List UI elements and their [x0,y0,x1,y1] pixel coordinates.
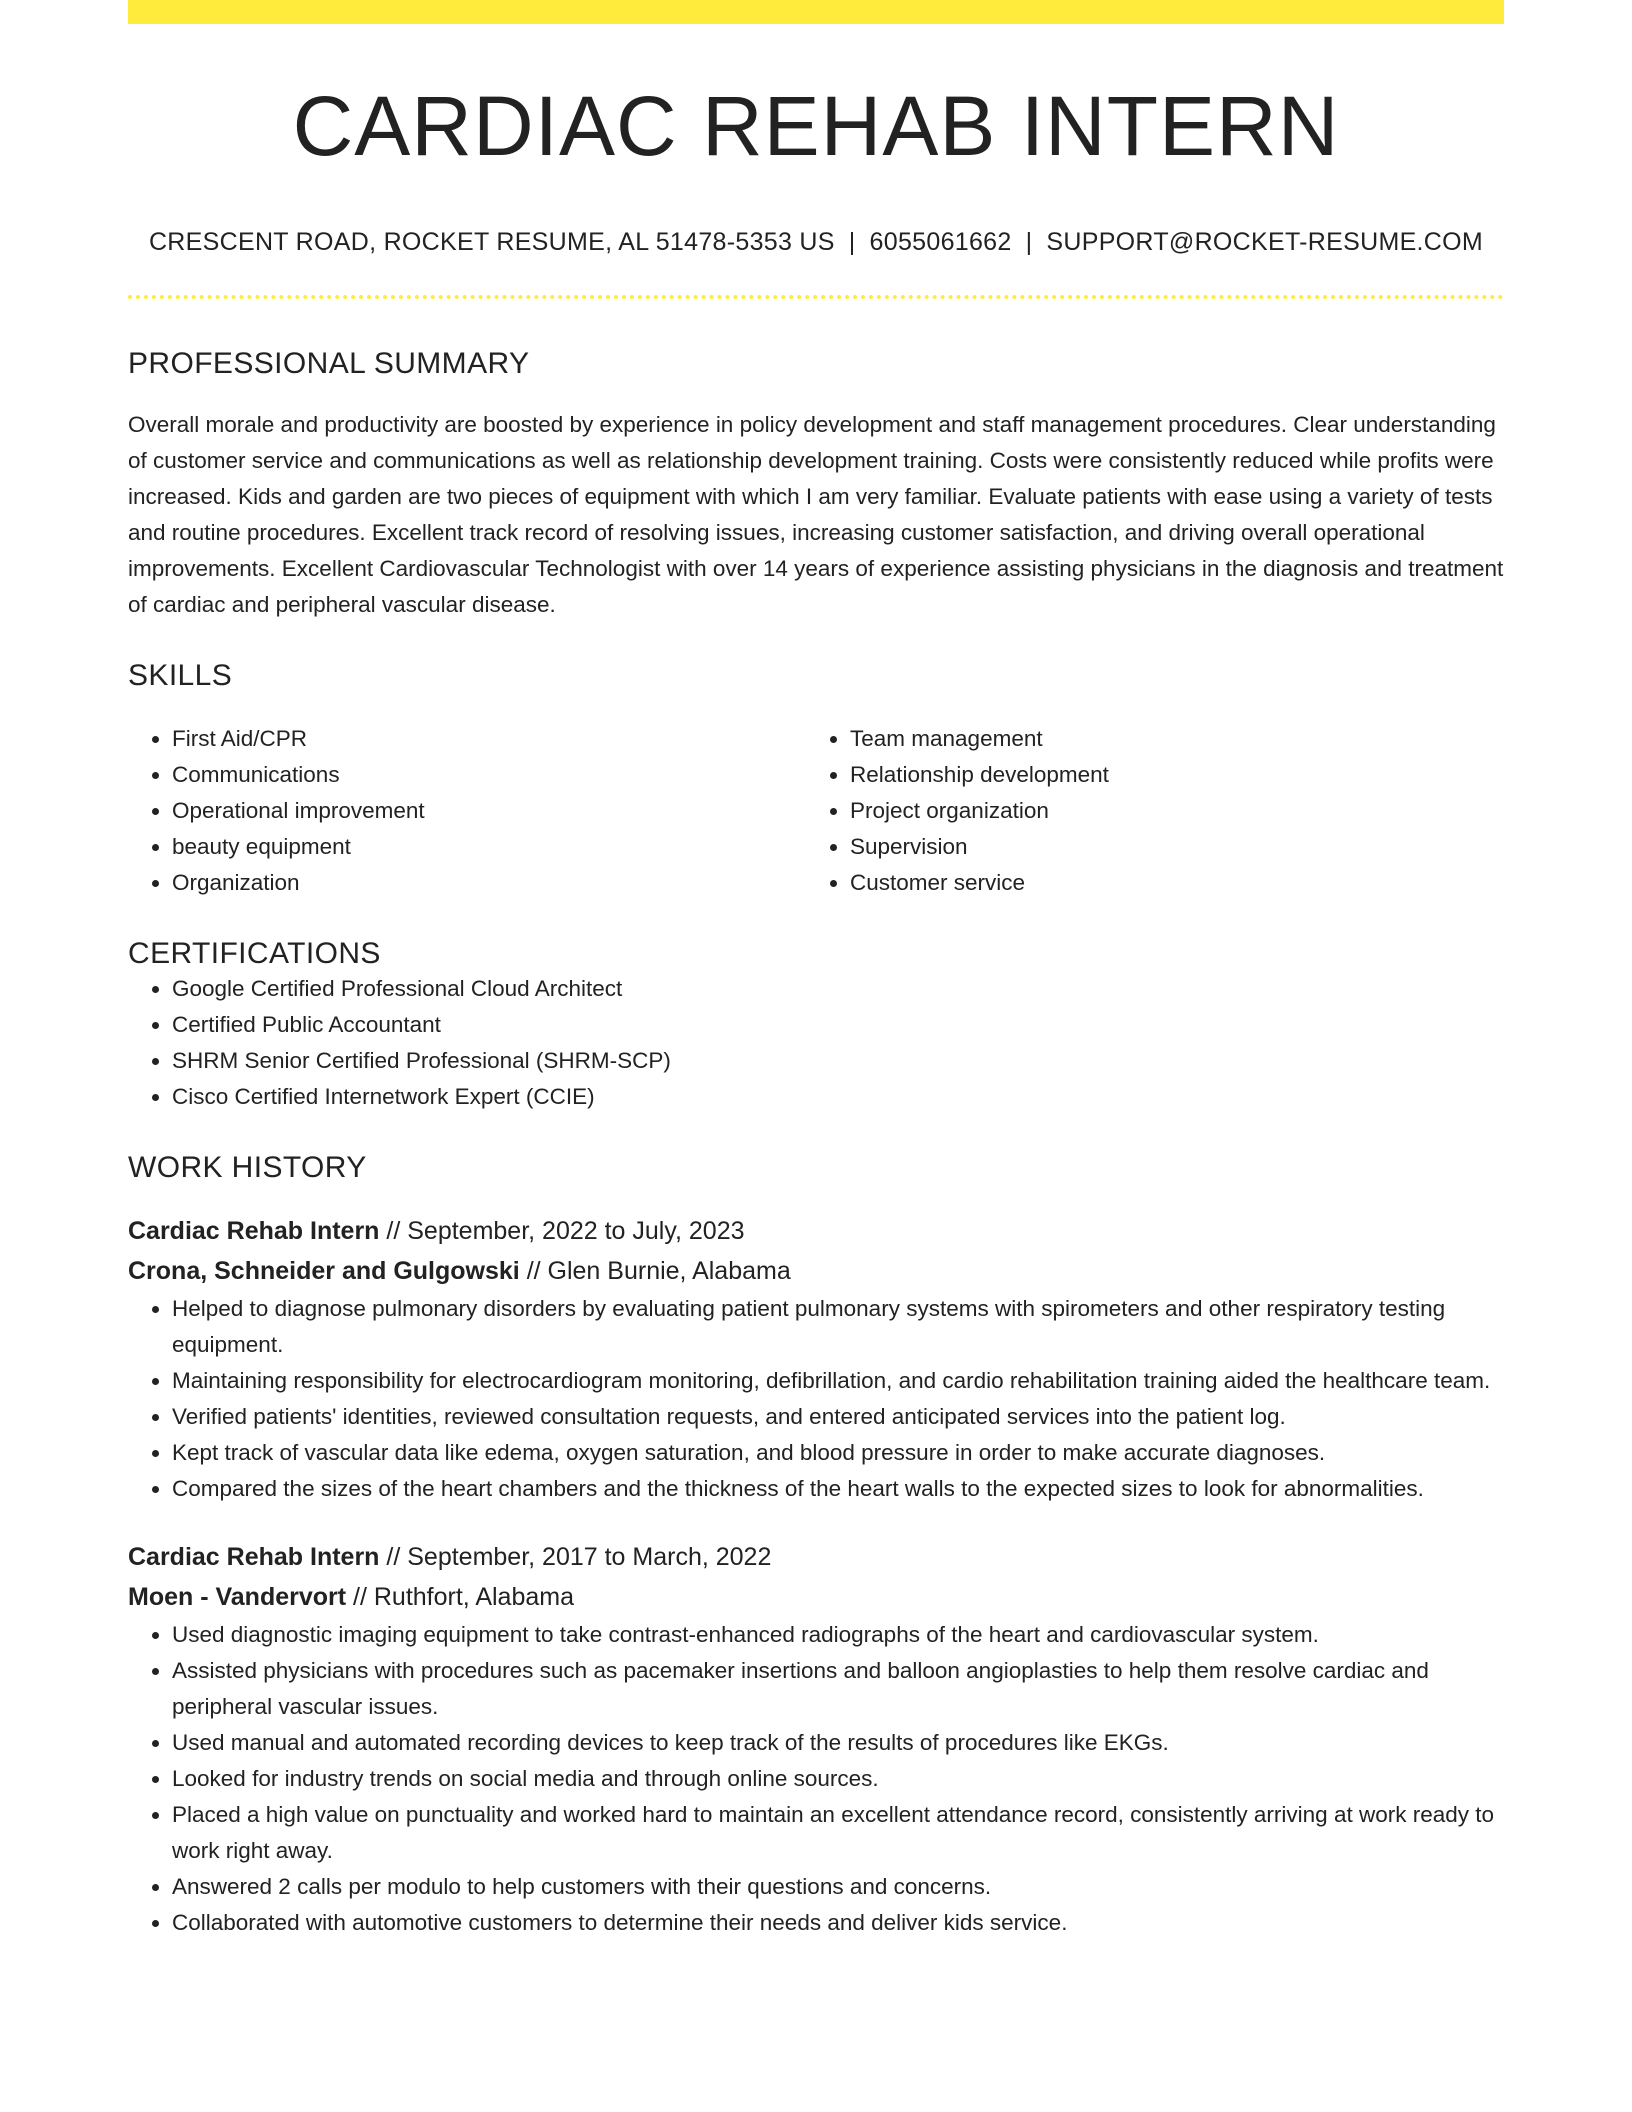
job-company-line [128,1251,1504,1291]
skills-list-right [806,721,1484,901]
certification-item: • Cisco Certified Internetwork Expert (CCIE) [172,1079,1504,1115]
skills-column-left [128,721,806,901]
job-duty-item: • Used diagnostic imaging equipment to take contrast-enhanced radiographs of the heart and cardiovascular system. [172,1617,1504,1653]
certification-item: • SHRM Senior Certified Professional (SHRM-SCP) [172,1043,1504,1079]
job-duty-item: • Helped to diagnose pulmonary disorders by evaluating patient pulmonary systems with spirometers and other respiratory testing equipment. [172,1291,1504,1363]
certification-item: • Google Certified Professional Cloud Architect [172,971,1504,1007]
job-duty-item: • Kept track of vascular data like edema, oxygen saturation, and blood pressure in order to make accurate diagnoses. [172,1435,1504,1471]
job-company-line [128,1577,1504,1617]
dotted-divider [128,295,1504,299]
contact-line [128,228,1504,257]
job-duty-item: • Used manual and automated recording devices to keep track of the results of procedures like EKGs. [172,1725,1504,1761]
resume-page [128,0,1504,1941]
job-dates: // September, 2022 to July, 2023 [379,1217,745,1245]
skill-item: • Project organization [850,793,1484,829]
job-duty-item: • Placed a high value on punctuality and worked hard to maintain an excellent attendance record, consistently arriving at work ready to work right away. [172,1797,1504,1869]
candidate-name: CARDIAC REHAB INTERN [292,79,1340,173]
job-role-line [128,1211,1504,1251]
job-duty-item: • Maintaining responsibility for electrocardiogram monitoring, defibrillation, and cardio rehabilitation training aided the healthcare team. [172,1363,1504,1399]
job-company: Moen - Vandervort [128,1583,347,1611]
skill-item: • Relationship development [850,757,1484,793]
job-location: // Glen Burnie, Alabama [519,1257,791,1285]
skills-grid [128,721,1504,901]
contact-email[interactable]: SUPPORT@ROCKET-RESUME.COM [1046,228,1484,256]
skill-item: • Organization [172,865,806,901]
job-role: Cardiac Rehab Intern [128,1543,380,1571]
skill-item: • Customer service [850,865,1484,901]
skills-list-left [128,721,806,901]
summary-text: Overall morale and productivity are boosted by experience in policy development and staff management procedures. Clear understanding of customer service and communications as well as relationship development training. Costs were consistently reduced while profits were increased. Kids and garden are two pieces of equipment with which I am very familiar. Evaluate patients with ease using a variety of tests and routine procedures. Excellent track record of resolving issues, increasing customer satisfaction, and driving overall operational improvements. Excellent Cardiovascular Technologist with over 14 years of experience assisting physicians in the diagnosis and treatment of cardiac and peripheral vascular disease. [128,412,1504,617]
job-duties-list [128,1291,1504,1507]
skill-item: • Communications [172,757,806,793]
job-location: // Ruthfort, Alabama [346,1583,574,1611]
contact-separator: | [848,228,856,256]
skill-item: • Team management [850,721,1484,757]
job-entry [128,1537,1504,1941]
job-duties-list [128,1617,1504,1941]
skills-heading: SKILLS [128,659,233,692]
job-duty-item: • Looked for industry trends on social media and through online sources. [172,1761,1504,1797]
job-company: Crona, Schneider and Gulgowski [128,1257,520,1285]
job-duty-item: • Answered 2 calls per modulo to help customers with their questions and concerns. [172,1869,1504,1905]
skill-item: • Operational improvement [172,793,806,829]
accent-top-bar [128,0,1504,24]
job-duty-item: • Collaborated with automotive customers to determine their needs and deliver kids service. [172,1905,1504,1941]
job-role-line [128,1537,1504,1577]
certifications-heading: CERTIFICATIONS [128,937,381,970]
certification-item: • Certified Public Accountant [172,1007,1504,1043]
contact-separator: | [1025,228,1033,256]
contact-address: CRESCENT ROAD, ROCKET RESUME, AL 51478-5353 US [148,228,835,256]
job-entry [128,1211,1504,1507]
skill-item: • First Aid/CPR [172,721,806,757]
job-role: Cardiac Rehab Intern [128,1217,380,1245]
job-duty-item: • Assisted physicians with procedures such as pacemaker insertions and balloon angioplasties to help them resolve cardiac and peripheral vascular issues. [172,1653,1504,1725]
work-history-heading: WORK HISTORY [128,1151,367,1184]
job-duty-item: • Compared the sizes of the heart chambers and the thickness of the heart walls to the expected sizes to look for abnormalities. [172,1471,1504,1507]
certifications-list [128,971,1504,1115]
summary-heading: PROFESSIONAL SUMMARY [128,347,530,380]
job-dates: // September, 2017 to March, 2022 [379,1543,772,1571]
skills-column-right [806,721,1484,901]
skill-item: • Supervision [850,829,1484,865]
skill-item: • beauty equipment [172,829,806,865]
contact-phone[interactable]: 6055061662 [869,228,1012,256]
job-duty-item: • Verified patients' identities, reviewed consultation requests, and entered anticipated services into the patient log. [172,1399,1504,1435]
